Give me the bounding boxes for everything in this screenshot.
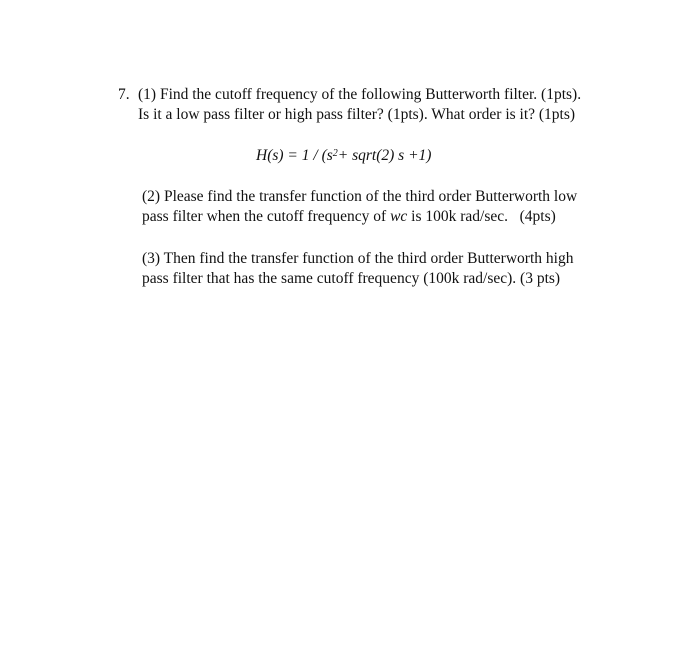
part3-text-line2: pass filter that has the same cutoff frequency (100k rad/sec). (3 pts) (142, 270, 561, 287)
part1-text-line1: (1) Find the cutoff frequency of the following Butterworth filter. (1pts). (138, 86, 582, 103)
part2-line2-prefix: pass filter when the cutoff frequency of (142, 208, 391, 225)
question-number: 7. (118, 86, 130, 103)
formula-lhs: H(s) = 1 / (s (256, 147, 333, 164)
cutoff-variable: wc (390, 208, 408, 225)
part3-text-line1: (3) Then find the transfer function of the third order Butterworth high (142, 250, 574, 267)
part1-text-line2: Is it a low pass filter or high pass filter? (1pts). What order is it? (1pts) (138, 106, 576, 123)
formula-rhs: + sqrt(2) s +1) (337, 147, 432, 164)
part2-text-line1: (2) Please find the transfer function of the third order Butterworth low (142, 188, 578, 205)
part2-text-line2 (142, 207, 556, 227)
formula-exponent: 2 (332, 148, 338, 159)
transfer-function-formula (256, 146, 431, 166)
part2-line2-suffix: is 100k rad/sec. (4pts) (407, 208, 556, 225)
